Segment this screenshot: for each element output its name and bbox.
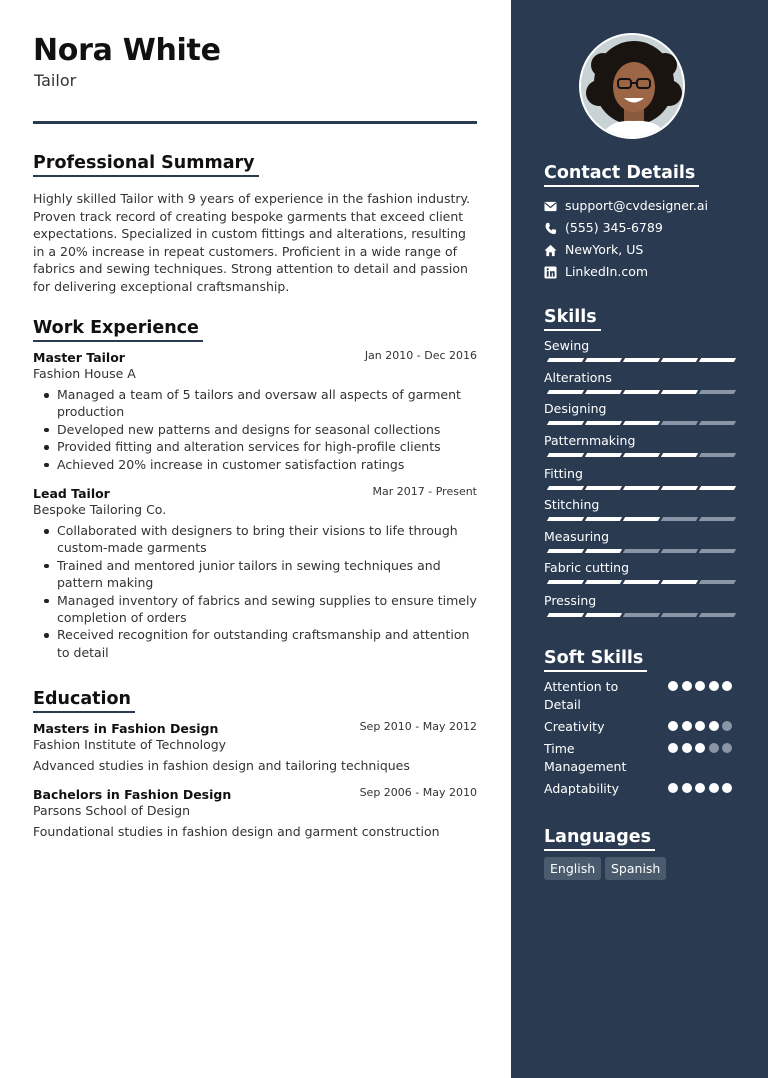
section-title-soft-skills — [544, 648, 643, 672]
skill-item — [544, 433, 734, 448]
skill-rating-segment — [585, 549, 622, 553]
section-title-contact-label: Contact Details — [544, 163, 696, 183]
skill-rating-segment — [623, 358, 660, 362]
profile-photo — [579, 33, 685, 139]
skill-item — [544, 466, 734, 481]
linkedin-icon — [544, 266, 557, 279]
home-icon — [544, 244, 557, 257]
skill-rating-segment — [699, 486, 736, 490]
rating-dot — [722, 783, 732, 793]
contact-location — [544, 242, 744, 260]
skill-rating-segment — [547, 421, 584, 425]
skill-rating-segment — [547, 517, 584, 521]
skill-rating-segment — [547, 390, 584, 394]
skill-item — [544, 401, 734, 416]
rating-dot — [668, 743, 678, 753]
job-bullets — [33, 386, 477, 473]
education-school: Fashion Institute of Technology — [33, 737, 227, 752]
skill-rating-segment — [661, 613, 698, 617]
skill-rating-segment — [623, 453, 660, 457]
contact-email-text: support@cvdesigner.ai — [565, 198, 709, 213]
skill-rating-segment — [699, 517, 736, 521]
rating-dot — [709, 743, 719, 753]
skill-rating-segment — [547, 549, 584, 553]
soft-skill-name: Adaptability — [544, 781, 620, 796]
section-underline — [33, 175, 259, 177]
skill-rating-segment — [623, 517, 660, 521]
skill-name: Alterations — [544, 370, 612, 385]
skill-rating-segment — [623, 421, 660, 425]
skill-rating-segment — [547, 358, 584, 362]
skill-name: Stitching — [544, 497, 600, 512]
contact-linkedin-text: LinkedIn.com — [565, 264, 649, 279]
skill-rating-segment — [547, 580, 584, 584]
rating-dot — [695, 783, 705, 793]
skill-name: Sewing — [544, 338, 590, 353]
skill-item — [544, 560, 734, 575]
rating-dot — [695, 743, 705, 753]
job-bullet: Provided fitting and alteration services for high-profile clients — [33, 438, 477, 455]
section-underline — [544, 185, 699, 187]
skill-rating-bar — [544, 517, 734, 521]
contact-email[interactable] — [544, 198, 744, 216]
skill-rating-segment — [623, 486, 660, 490]
job-entry — [33, 486, 477, 661]
education-date: Sep 2010 - May 2012 — [359, 720, 477, 733]
skill-rating-segment — [585, 580, 622, 584]
skill-rating-segment — [699, 613, 736, 617]
soft-skill-rating — [668, 721, 734, 732]
skill-rating-segment — [661, 421, 698, 425]
rating-dot — [682, 681, 692, 691]
skill-rating-segment — [661, 517, 698, 521]
skill-rating-segment — [661, 549, 698, 553]
section-title-summary — [33, 153, 255, 177]
skill-rating-segment — [547, 453, 584, 457]
language-chip-english: English — [544, 857, 601, 880]
job-bullet: Developed new patterns and designs for seasonal collections — [33, 421, 477, 438]
job-title: Master Tailor — [33, 350, 125, 365]
skill-item — [544, 370, 734, 385]
job-date: Jan 2010 - Dec 2016 — [364, 349, 477, 362]
skill-rating-segment — [661, 453, 698, 457]
skill-item — [544, 593, 734, 608]
job-bullet: Managed a team of 5 tailors and oversaw all aspects of garment production — [33, 386, 477, 421]
language-chip-spanish: Spanish — [605, 857, 666, 880]
contact-linkedin[interactable] — [544, 264, 744, 282]
skill-name: Designing — [544, 401, 607, 416]
job-bullet: Trained and mentored junior tailors in sewing techniques and pattern making — [33, 557, 477, 592]
education-degree: Bachelors in Fashion Design — [33, 787, 232, 802]
section-underline — [33, 711, 135, 713]
rating-dot — [695, 681, 705, 691]
section-title-experience — [33, 318, 199, 342]
skill-rating-segment — [623, 549, 660, 553]
summary-text: Highly skilled Tailor with 9 years of experience in the fashion industry. Proven track record of creating bespoke garments that exceed client expectations. Specialized in custom fittings and alterations, resulting in a 20% increase in repeat customers. Proficient in a wide range of fabrics and sewing techniques. Strong attention to detail and passion for delivering exceptional craftsmanship. — [33, 191, 471, 294]
education-degree: Masters in Fashion Design — [33, 721, 219, 736]
soft-skill-name: Time Management — [544, 741, 627, 774]
skill-rating-segment — [699, 549, 736, 553]
job-bullet: Achieved 20% increase in customer satisfaction ratings — [33, 456, 477, 473]
soft-skill-rating — [668, 743, 734, 754]
soft-skill-rating — [668, 783, 734, 794]
skill-rating-segment — [585, 613, 622, 617]
skill-rating-bar — [544, 390, 734, 394]
skill-rating-segment — [585, 486, 622, 490]
soft-skill-item — [544, 780, 734, 798]
job-company: Fashion House A — [33, 366, 136, 381]
skill-rating-segment — [585, 358, 622, 362]
skill-rating-bar — [544, 358, 734, 362]
skill-rating-segment — [661, 390, 698, 394]
education-description: Foundational studies in fashion design and garment construction — [33, 824, 440, 839]
education-entry — [33, 787, 477, 839]
skill-rating-segment — [547, 613, 584, 617]
phone-icon — [544, 222, 557, 235]
candidate-name: Nora White — [33, 33, 221, 68]
section-underline — [544, 670, 647, 672]
rating-dot — [682, 743, 692, 753]
contact-phone-text: (555) 345-6789 — [565, 220, 663, 235]
job-bullet: Managed inventory of fabrics and sewing supplies to ensure timely completion of orders — [33, 592, 477, 627]
section-underline — [544, 329, 601, 331]
education-school: Parsons School of Design — [33, 803, 190, 818]
skill-rating-segment — [699, 390, 736, 394]
section-title-summary-label: Professional Summary — [33, 153, 255, 173]
skill-rating-segment — [699, 421, 736, 425]
section-title-education-label: Education — [33, 689, 131, 709]
rating-dot — [695, 721, 705, 731]
header-divider — [33, 121, 477, 124]
skill-rating-segment — [661, 580, 698, 584]
skill-rating-segment — [585, 421, 622, 425]
rating-dot — [668, 721, 678, 731]
skill-rating-segment — [661, 358, 698, 362]
contact-phone[interactable] — [544, 220, 744, 238]
section-title-experience-label: Work Experience — [33, 318, 199, 338]
soft-skill-rating — [668, 681, 734, 692]
candidate-role: Tailor — [34, 71, 77, 90]
skill-rating-segment — [623, 613, 660, 617]
skill-rating-segment — [623, 390, 660, 394]
skill-rating-bar — [544, 580, 734, 584]
job-bullet: Collaborated with designers to bring their visions to life through custom-made garments — [33, 522, 477, 557]
rating-dot — [722, 721, 732, 731]
rating-dot — [722, 743, 732, 753]
rating-dot — [668, 783, 678, 793]
skill-rating-segment — [547, 486, 584, 490]
skill-rating-segment — [585, 390, 622, 394]
skill-item — [544, 338, 734, 353]
section-underline — [544, 849, 655, 851]
section-title-skills-label: Skills — [544, 307, 597, 327]
skill-name: Patternmaking — [544, 433, 636, 448]
profile-photo-illustration — [581, 35, 685, 139]
skill-rating-segment — [585, 517, 622, 521]
skill-rating-segment — [661, 486, 698, 490]
job-company: Bespoke Tailoring Co. — [33, 502, 167, 517]
skill-rating-segment — [623, 580, 660, 584]
job-bullets — [33, 522, 477, 661]
skill-rating-segment — [699, 453, 736, 457]
envelope-icon — [544, 200, 557, 213]
job-entry — [33, 350, 477, 473]
education-entry — [33, 721, 477, 773]
skill-rating-segment — [585, 453, 622, 457]
rating-dot — [709, 783, 719, 793]
contact-location-text: NewYork, US — [565, 242, 644, 257]
skill-item — [544, 529, 734, 544]
job-bullet: Received recognition for outstanding craftsmanship and attention to detail — [33, 626, 477, 661]
skill-name: Fabric cutting — [544, 560, 630, 575]
section-title-skills — [544, 307, 597, 331]
section-title-contact — [544, 163, 695, 187]
soft-skill-name: Creativity — [544, 719, 605, 734]
skill-rating-bar — [544, 549, 734, 553]
rating-dot — [682, 783, 692, 793]
skill-rating-segment — [699, 580, 736, 584]
section-title-languages — [544, 827, 651, 851]
soft-skill-item — [544, 718, 734, 736]
skill-rating-bar — [544, 421, 734, 425]
section-title-languages-label: Languages — [544, 827, 652, 847]
skill-name: Measuring — [544, 529, 610, 544]
section-underline — [33, 340, 203, 342]
education-date: Sep 2006 - May 2010 — [359, 786, 477, 799]
skill-name: Fitting — [544, 466, 583, 481]
skill-rating-bar — [544, 613, 734, 617]
rating-dot — [709, 721, 719, 731]
rating-dot — [722, 681, 732, 691]
skill-name: Pressing — [544, 593, 597, 608]
section-title-soft-skills-label: Soft Skills — [544, 648, 644, 668]
skill-rating-bar — [544, 486, 734, 490]
soft-skill-name: Attention to Detail — [544, 679, 619, 712]
skill-rating-bar — [544, 453, 734, 457]
soft-skill-item — [544, 740, 734, 776]
rating-dot — [709, 681, 719, 691]
soft-skill-item — [544, 678, 734, 714]
rating-dot — [682, 721, 692, 731]
section-title-education — [33, 689, 131, 713]
education-description: Advanced studies in fashion design and tailoring techniques — [33, 758, 410, 773]
job-title: Lead Tailor — [33, 486, 110, 501]
skill-item — [544, 497, 734, 512]
rating-dot — [668, 681, 678, 691]
skill-rating-segment — [699, 358, 736, 362]
job-date: Mar 2017 - Present — [372, 485, 477, 498]
